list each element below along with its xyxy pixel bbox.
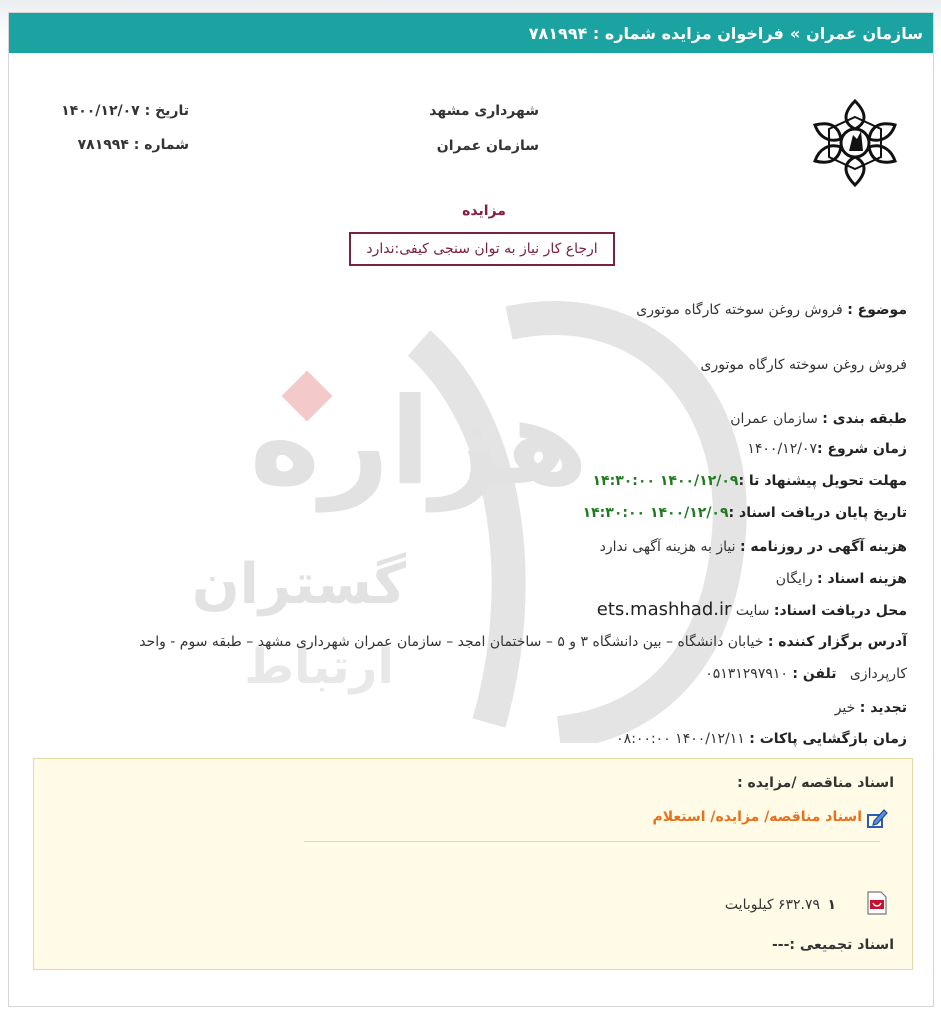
address-row — [139, 634, 907, 650]
documents-divider — [304, 841, 880, 842]
docs-end-row — [583, 505, 907, 521]
renewal-label: تجدید : — [859, 700, 907, 716]
opening-time-value: ۱۴۰۰/۱۲/۱۱ ۰۸:۰۰:۰۰ — [616, 731, 745, 747]
subject-value: فروش روغن سوخته کارگاه موتوری — [636, 302, 843, 318]
deadline-value: ۱۴۰۰/۱۲/۰۹ ۱۴:۳۰:۰۰ — [592, 473, 739, 489]
notice-frame — [8, 12, 934, 1007]
notice-type-title: مزایده — [462, 203, 506, 219]
file-index: ۱ — [827, 897, 836, 913]
documents-link[interactable]: اسناد مناقصه/ مزایده/ استعلام — [652, 809, 862, 825]
documents-panel — [33, 758, 913, 970]
opening-time-label: زمان بازگشایی پاکات : — [749, 731, 907, 747]
org-name-municipality: شهرداری مشهد — [429, 103, 539, 119]
doc-cost-row — [776, 571, 907, 587]
quality-check-box: ارجاع کار نیاز به توان سنجی کیفی:ندارد — [349, 232, 615, 266]
file-size[interactable]: ۶۳۲.۷۹ کیلوبایت — [724, 897, 820, 913]
docs-end-value: ۱۴۰۰/۱۲/۰۹ ۱۴:۳۰:۰۰ — [582, 505, 729, 521]
date-label: تاریخ : — [144, 103, 189, 119]
number-value: ۷۸۱۹۹۴ — [77, 137, 129, 153]
start-time-row — [747, 441, 907, 457]
ad-cost-row — [600, 539, 907, 555]
doc-cost-label: هزینه اسناد : — [817, 571, 907, 587]
ad-cost-value: نیاز به هزینه آگهی ندارد — [599, 539, 736, 555]
address-value: خیابان دانشگاه – بین دانشگاه ۳ و ۵ – ساختمان امجد – سازمان عمران شهرداری مشهد – طبقه سوم - واحد — [139, 634, 764, 650]
ad-cost-label: هزینه آگهی در روزنامه : — [739, 539, 907, 555]
pencil-edit-icon[interactable] — [866, 807, 888, 829]
notice-number — [39, 137, 189, 153]
start-time-label: زمان شروع : — [816, 441, 907, 457]
collective-docs-label: اسناد تجمیعی : — [789, 937, 894, 953]
phone-value: ۰۵۱۳۱۲۹۷۹۱۰ — [705, 666, 788, 682]
date-value: ۱۴۰۰/۱۲/۰۷ — [61, 103, 140, 119]
watermark-text-2: گستران — [191, 552, 407, 617]
category-label: طبقه بندی : — [822, 411, 907, 427]
renewal-row — [835, 700, 907, 716]
breadcrumb-separator: » — [789, 23, 801, 43]
breadcrumb — [9, 13, 933, 53]
watermark-text-1: هزاره — [249, 373, 589, 512]
description-text: فروش روغن سوخته کارگاه موتوری — [700, 357, 907, 373]
address-phone-row — [705, 666, 907, 682]
deadline-row — [593, 473, 907, 489]
pdf-file-icon[interactable] — [866, 891, 888, 915]
deadline-label: مهلت تحویل پیشنهاد تا : — [738, 473, 907, 489]
number-label: شماره : — [133, 137, 189, 153]
start-time-value: ۱۴۰۰/۱۲/۰۷ — [747, 441, 817, 457]
watermark-text-3: ارتباط — [244, 639, 394, 695]
category-value: سازمان عمران — [730, 411, 818, 427]
subject-label: موضوع : — [847, 302, 907, 318]
subject-row — [636, 302, 907, 318]
notice-date — [39, 103, 189, 119]
doc-cost-value: رایگان — [775, 571, 813, 587]
org-name-civil: سازمان عمران — [436, 138, 539, 154]
doc-place-label: محل دریافت اسناد: — [773, 603, 907, 619]
documents-title: اسناد مناقصه /مزایده : — [737, 775, 894, 791]
renewal-value: خیر — [834, 700, 856, 716]
mashhad-municipality-logo-icon — [807, 95, 903, 191]
doc-place-prefix: سایت — [735, 603, 770, 619]
breadcrumb-title: فراخوان مزایده شماره : ۷۸۱۹۹۴ — [528, 23, 784, 43]
docs-end-label: تاریخ پایان دریافت اسناد : — [728, 505, 907, 521]
phone-label: تلفن : — [792, 666, 837, 682]
doc-place-row — [597, 599, 907, 620]
opening-time-row — [616, 731, 907, 747]
address-label: آدرس برگزار کننده : — [767, 634, 907, 650]
collective-docs-value: --- — [771, 937, 790, 953]
doc-place-site-link[interactable]: ets.mashhad.ir — [596, 599, 732, 620]
collective-docs-row — [772, 937, 894, 953]
category-row — [730, 411, 907, 427]
breadcrumb-org-link[interactable]: سازمان عمران — [806, 23, 923, 43]
address-continued: کارپردازی — [849, 666, 907, 682]
